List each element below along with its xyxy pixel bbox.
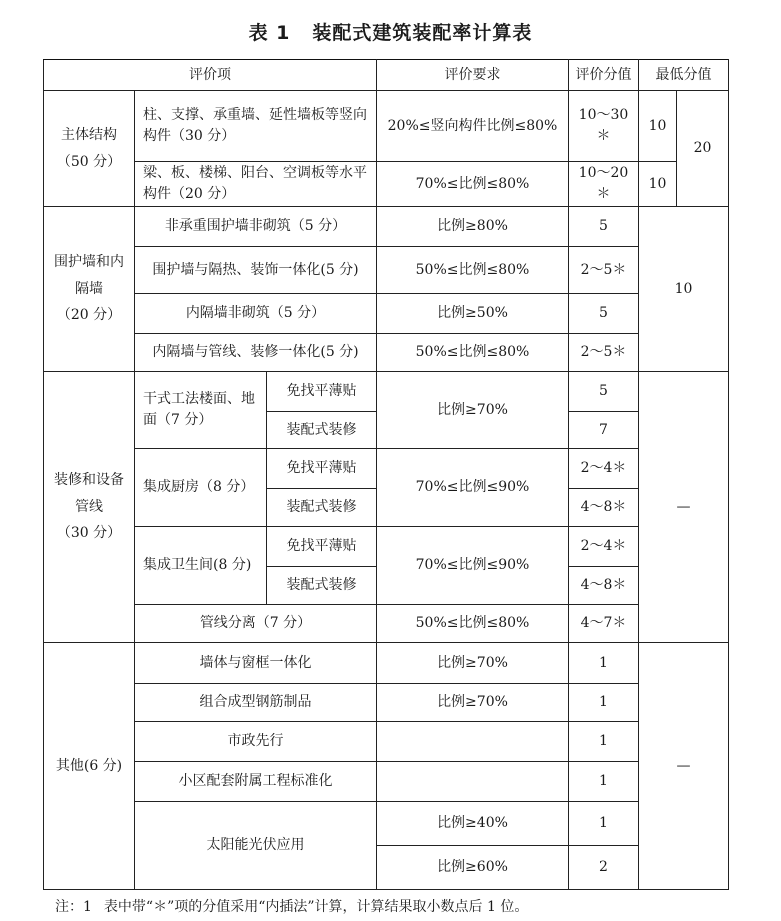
table-number: 表 1: [248, 22, 291, 44]
score-dry-floor-thin: 5: [569, 372, 639, 412]
section-decoration: [44, 372, 135, 643]
req-dry-floor: 比例≥70%: [377, 372, 569, 449]
table-row: [44, 527, 729, 567]
item-partition-wall: 内隔墙非砌筑（5 分）: [135, 294, 377, 334]
score-partition-wall: 5: [569, 294, 639, 334]
table-row: [44, 247, 729, 294]
section-walls: [44, 207, 135, 372]
req-partition-pipes: 50%≤比例≤80%: [377, 334, 569, 372]
sub-dry-floor-thin: 免找平薄贴: [267, 372, 377, 412]
header-score: 评价分值: [569, 60, 639, 91]
sub-dry-floor-assembly: 装配式装修: [267, 412, 377, 449]
req-partition-wall: 比例≥50%: [377, 294, 569, 334]
section-name: 主体结构: [61, 126, 117, 143]
req-solar-pv-1: 比例≥40%: [377, 802, 569, 846]
score-wall-insulation: 2～5＊: [569, 247, 639, 294]
score-bathroom-assembly: 4～8＊: [569, 567, 639, 605]
assembly-rate-table: [43, 59, 729, 890]
req-nonbearing-wall: 比例≥80%: [377, 207, 569, 247]
score-solar-pv-1: 1: [569, 802, 639, 846]
score-solar-pv-2: 2: [569, 846, 639, 890]
section-points: （30 分）: [56, 525, 122, 542]
table-row: [44, 334, 729, 372]
score-partition-pipes: 2～5＊: [569, 334, 639, 372]
table-row: [44, 762, 729, 802]
table-row: [44, 207, 729, 247]
table-row: [44, 449, 729, 489]
table-row: [44, 684, 729, 722]
section-name-line2: 管线: [75, 498, 103, 515]
section-main-structure: [44, 91, 135, 207]
req-vertical-members: 20%≤竖向构件比例≤80%: [377, 91, 569, 162]
item-wall-insulation: 围护墙与隔热、装饰一体化(5 分): [135, 247, 377, 294]
sub-kitchen-thin: 免找平薄贴: [267, 449, 377, 489]
section-other: 其他(6 分): [44, 643, 135, 890]
sub-bathroom-thin: 免找平薄贴: [267, 527, 377, 567]
note-text: 表中带“＊”项的分值采用“内插法”计算，计算结果取小数点后 1 位。: [103, 899, 529, 915]
table-row: [44, 294, 729, 334]
req-pipe-separation: 50%≤比例≤80%: [377, 605, 569, 643]
score-kitchen-thin: 2～4＊: [569, 449, 639, 489]
min-main-structure-total: 20: [677, 91, 729, 207]
min-horizontal-members: 10: [639, 162, 677, 207]
score-kitchen-assembly: 4～8＊: [569, 489, 639, 527]
item-solar-pv: 太阳能光伏应用: [135, 802, 377, 890]
score-bathroom-thin: 2～4＊: [569, 527, 639, 567]
table-row: [44, 605, 729, 643]
table-row: [44, 802, 729, 846]
req-kitchen: 70%≤比例≤90%: [377, 449, 569, 527]
table-row: [44, 91, 729, 162]
item-municipal-first: 市政先行: [135, 722, 377, 762]
req-horizontal-members: 70%≤比例≤80%: [377, 162, 569, 207]
score-dry-floor-assembly: 7: [569, 412, 639, 449]
item-wall-window: 墙体与窗框一体化: [135, 643, 377, 684]
req-bathroom: 70%≤比例≤90%: [377, 527, 569, 605]
score-vertical-members: 10～30＊: [569, 91, 639, 162]
table-title-text: 装配式建筑装配率计算表: [312, 22, 533, 44]
item-vertical-members: 柱、支撑、承重墙、延性墙板等竖向构件（30 分）: [135, 91, 377, 162]
table-row: [44, 372, 729, 412]
score-horizontal-members: 10～20＊: [569, 162, 639, 207]
section-name-line2: 隔墙: [75, 280, 103, 297]
header-min-score: 最低分值: [639, 60, 729, 91]
score-community-facilities: 1: [569, 762, 639, 802]
sub-kitchen-assembly: 装配式装修: [267, 489, 377, 527]
item-nonbearing-wall: 非承重围护墙非砌筑（5 分）: [135, 207, 377, 247]
item-partition-pipes: 内隔墙与管线、装修一体化(5 分): [135, 334, 377, 372]
section-name-line1: 装修和设备: [54, 472, 124, 489]
section-name-line1: 围护墙和内: [54, 254, 124, 271]
req-wall-insulation: 50%≤比例≤80%: [377, 247, 569, 294]
table-row: [44, 162, 729, 207]
item-rebar-products: 组合成型钢筋制品: [135, 684, 377, 722]
item-dry-floor: 干式工法楼面、地面（7 分）: [135, 372, 267, 449]
header-requirement: 评价要求: [377, 60, 569, 91]
table-row: [44, 643, 729, 684]
item-horizontal-members: 梁、板、楼梯、阳台、空调板等水平构件（20 分）: [135, 162, 377, 207]
score-rebar-products: 1: [569, 684, 639, 722]
score-municipal-first: 1: [569, 722, 639, 762]
header-item: 评价项: [44, 60, 377, 91]
score-pipe-separation: 4～7＊: [569, 605, 639, 643]
table-title: [0, 18, 781, 45]
section-points: （20 分）: [56, 307, 122, 324]
section-points: （50 分）: [56, 153, 122, 170]
min-decoration: —: [639, 372, 729, 643]
note-label: 注：1: [55, 899, 92, 915]
req-municipal-first: [377, 722, 569, 762]
req-community-facilities: [377, 762, 569, 802]
table-row: [44, 722, 729, 762]
item-community-facilities: 小区配套附属工程标准化: [135, 762, 377, 802]
sub-bathroom-assembly: 装配式装修: [267, 567, 377, 605]
min-walls: 10: [639, 207, 729, 372]
header-row: [44, 60, 729, 91]
req-solar-pv-2: 比例≥60%: [377, 846, 569, 890]
score-nonbearing-wall: 5: [569, 207, 639, 247]
req-wall-window: 比例≥70%: [377, 643, 569, 684]
item-kitchen: 集成厨房（8 分）: [135, 449, 267, 527]
item-bathroom: 集成卫生间(8 分): [135, 527, 267, 605]
req-rebar-products: 比例≥70%: [377, 684, 569, 722]
score-wall-window: 1: [569, 643, 639, 684]
min-other: —: [639, 643, 729, 890]
min-vertical-members: 10: [639, 91, 677, 162]
item-pipe-separation: 管线分离（7 分）: [135, 605, 377, 643]
table-note: [55, 896, 528, 916]
